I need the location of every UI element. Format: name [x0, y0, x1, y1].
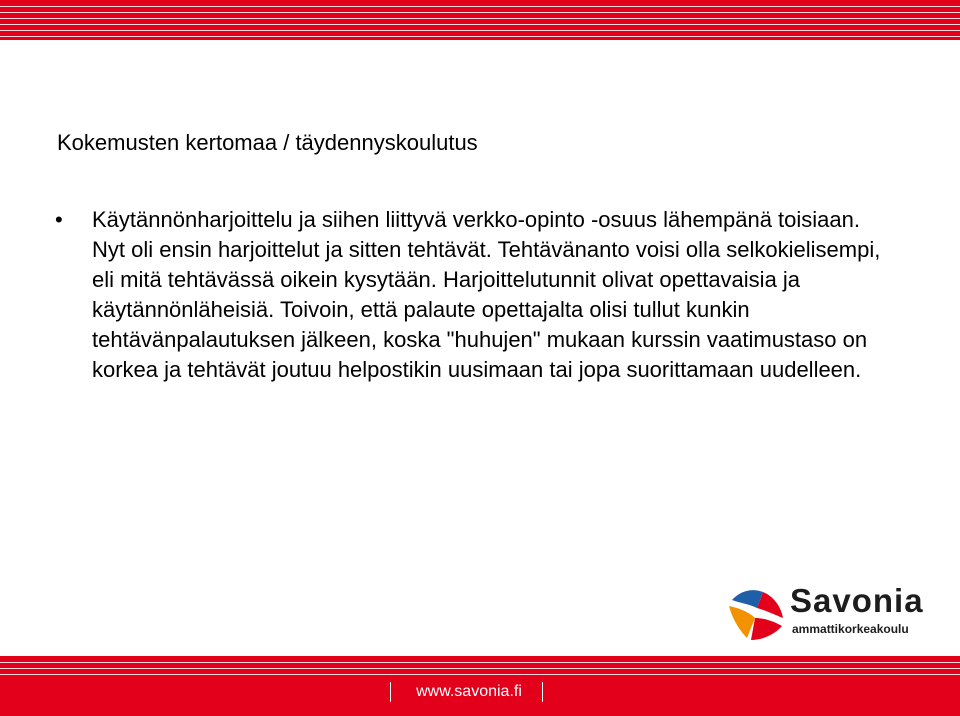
header-stripe — [0, 24, 960, 25]
header-stripe — [0, 12, 960, 13]
header-bar — [0, 0, 960, 40]
header-stripe — [0, 30, 960, 31]
footer-link[interactable]: www.savonia.fi — [416, 683, 522, 700]
header-stripe — [0, 36, 960, 37]
footer-stripe — [0, 674, 960, 675]
savonia-logo — [727, 578, 937, 642]
bullet-text: Käytännönharjoittelu ja siihen liittyvä verkko-opinto -osuus lähempänä toisiaan. Nyt oli ensin harjoittelut ja sitten tehtävät. Tehtävänanto voisi olla selkokielisempi, eli mitä tehtävässä oikein kysytään. Harjoittelutunnit olivat opettavaisia ja käytännönläheisiä. Toivoin, että palaute opettajalta olisi tullut kunkin tehtävänpalautuksen jälkeen, koska "huhujen" mukaan kurssin vaatimustaso on korkea ja tehtävät joutuu helpostikin uusimaan tai jopa suorittamaan uudelleen. — [92, 207, 881, 382]
footer-divider — [542, 682, 543, 702]
bullet-list — [55, 205, 895, 385]
logo-wordmark: Savonia — [790, 582, 924, 619]
bullet-marker: • — [55, 207, 63, 232]
slide-title: Kokemusten kertomaa / täydennyskoulutus — [57, 130, 478, 155]
footer-stripe — [0, 662, 960, 663]
footer-stripe — [0, 668, 960, 669]
savonia-logo-mark-icon — [727, 578, 789, 642]
header-stripe — [0, 6, 960, 7]
header-stripe — [0, 18, 960, 19]
footer-url-area — [384, 680, 554, 704]
logo-subtitle: ammattikorkeakoulu — [792, 622, 909, 636]
footer-divider — [390, 682, 391, 702]
